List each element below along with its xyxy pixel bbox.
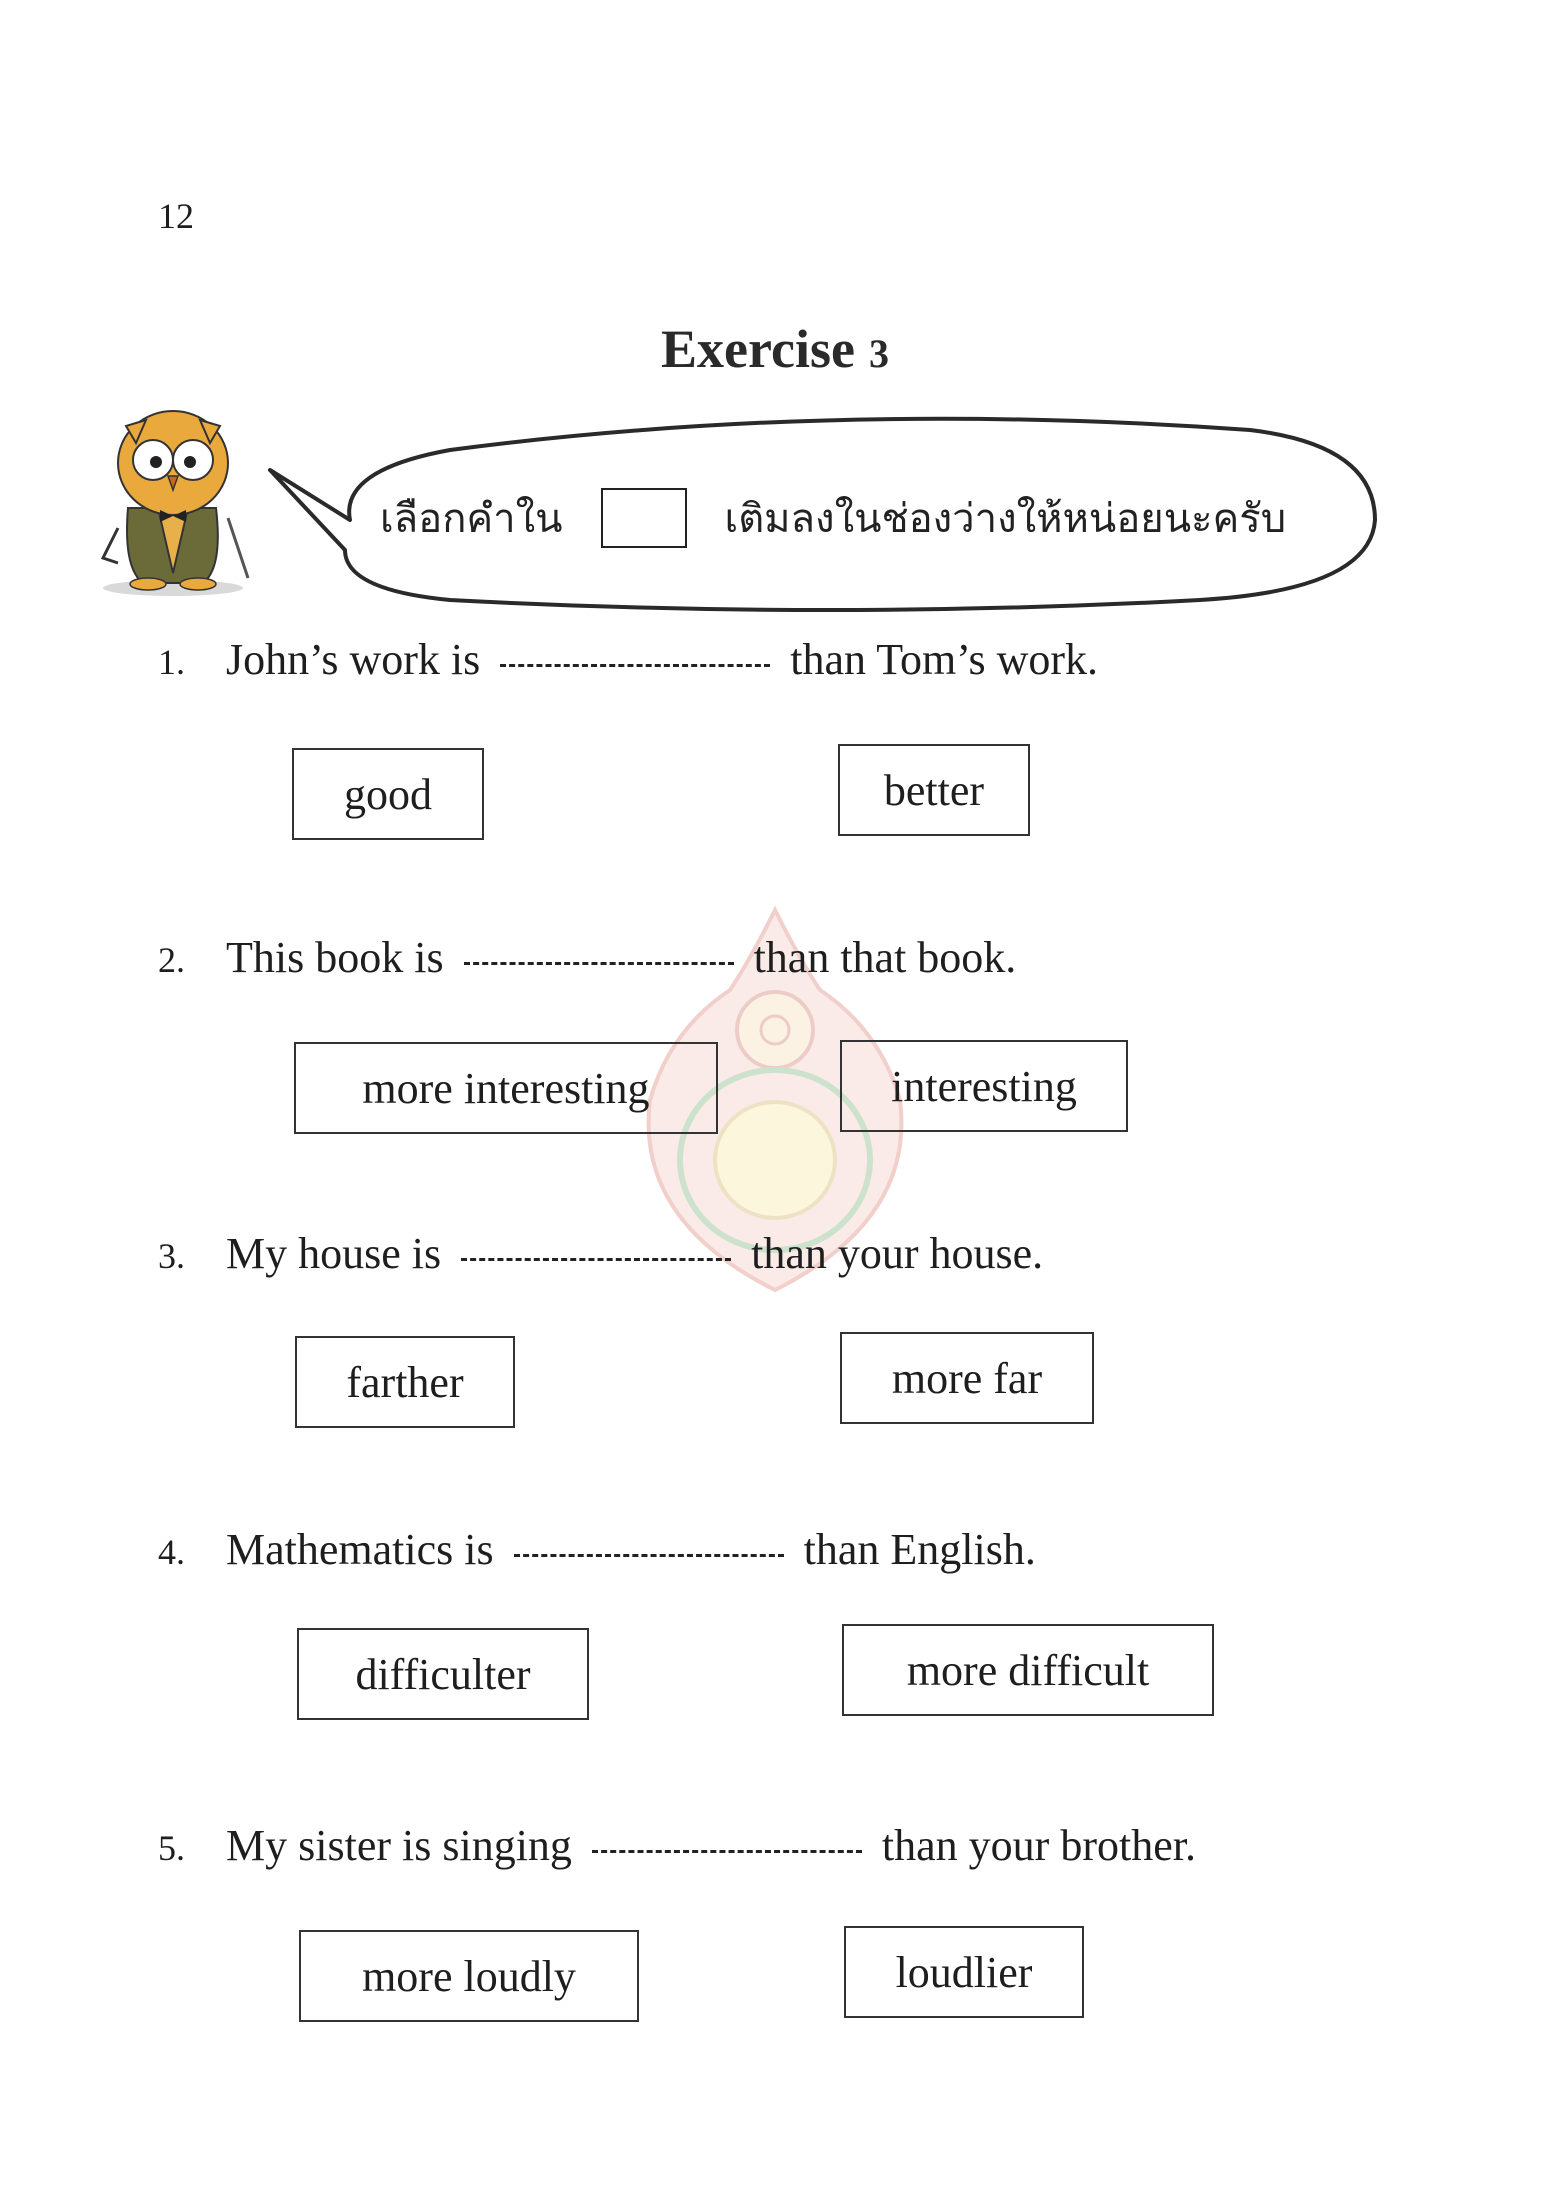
answer-blank[interactable] <box>500 660 770 667</box>
answer-blank[interactable] <box>514 1550 784 1557</box>
option-more-interesting[interactable]: more interesting <box>294 1042 718 1134</box>
owl-mascot-icon <box>88 398 268 598</box>
answer-blank[interactable] <box>461 1254 731 1261</box>
question-text-after: than your house. <box>751 1229 1044 1278</box>
question-number: 3. <box>158 1236 185 1276</box>
option-loudlier[interactable]: loudlier <box>844 1926 1084 2018</box>
instruction-after-box: เติมลงในช่องว่างให้หน่อยนะครับ <box>724 496 1287 542</box>
question-text-before: Mathematics is <box>226 1525 494 1574</box>
question-number: 4. <box>158 1532 185 1572</box>
instruction-box-icon <box>601 488 687 548</box>
instruction-before-box: เลือกคำใน <box>380 496 563 542</box>
question-1 <box>158 634 1098 685</box>
question-text-before: John’s work is <box>226 635 481 684</box>
question-text-before: My house is <box>226 1229 442 1278</box>
question-text-after: than Tom’s work. <box>790 635 1099 684</box>
option-good[interactable]: good <box>292 748 484 840</box>
page-number: 12 <box>158 196 194 236</box>
answer-blank[interactable] <box>464 958 734 965</box>
question-5 <box>158 1820 1196 1871</box>
question-3 <box>158 1228 1043 1279</box>
question-text-after: than that book. <box>753 933 1017 982</box>
question-number: 1. <box>158 642 185 682</box>
option-more-far[interactable]: more far <box>840 1332 1094 1424</box>
question-text-before: This book is <box>226 933 444 982</box>
question-number: 5. <box>158 1828 185 1868</box>
option-interesting[interactable]: interesting <box>840 1040 1128 1132</box>
question-2 <box>158 932 1016 983</box>
question-text-after: than English. <box>803 1525 1036 1574</box>
option-better[interactable]: better <box>838 744 1030 836</box>
question-4 <box>158 1524 1036 1575</box>
answer-blank[interactable] <box>592 1846 862 1853</box>
exercise-title-label: Exercise <box>661 319 855 379</box>
exercise-number: 3 <box>868 331 889 376</box>
question-text-after: than your brother. <box>881 1821 1196 1870</box>
question-text-before: My sister is singing <box>226 1821 572 1870</box>
option-farther[interactable]: farther <box>295 1336 515 1428</box>
option-more-difficult[interactable]: more difficult <box>842 1624 1214 1716</box>
option-difficulter[interactable]: difficulter <box>297 1628 589 1720</box>
question-number: 2. <box>158 940 185 980</box>
exercise-title <box>0 318 1550 380</box>
option-more-loudly[interactable]: more loudly <box>299 1930 639 2022</box>
instruction-text <box>380 486 1286 550</box>
